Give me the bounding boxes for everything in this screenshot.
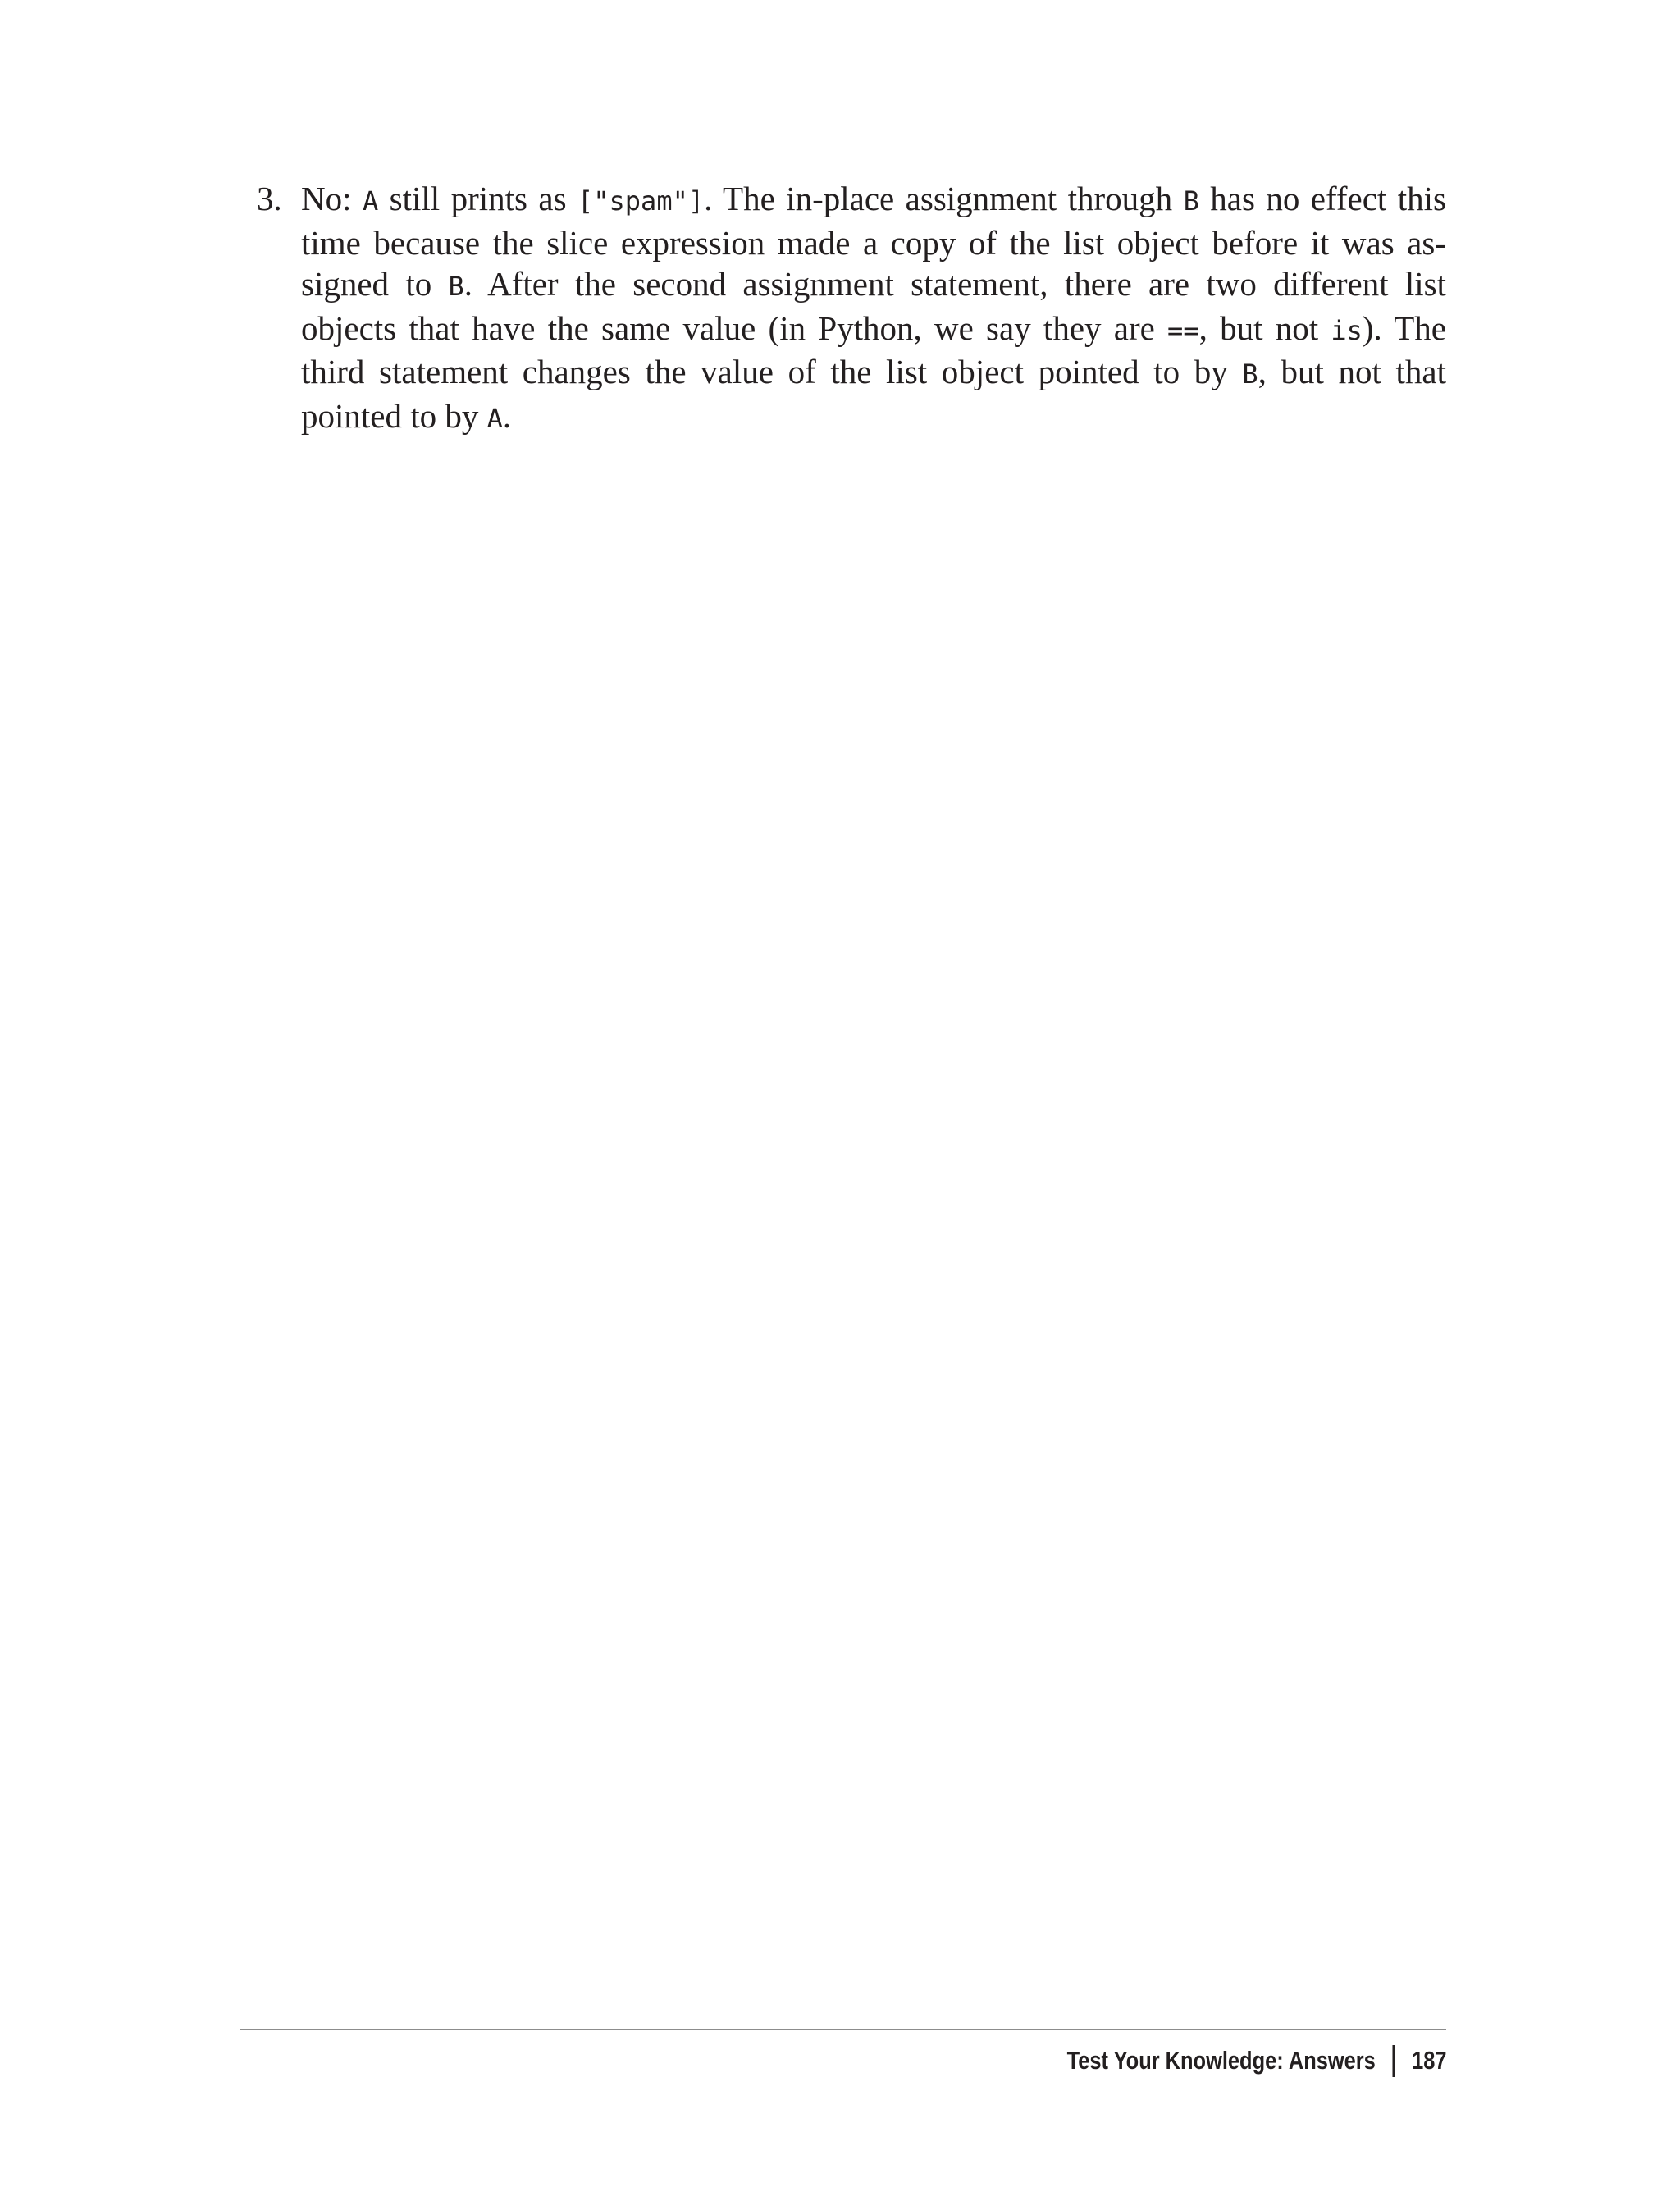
code-b: B	[1183, 185, 1199, 217]
answer-text-segment: has no effect this time because the slice expression made a copy of the list object before it was assigned to	[301, 180, 1446, 303]
answer-text	[301, 178, 1446, 439]
page-footer	[1066, 2043, 1446, 2079]
code-equality-operator: ==	[1167, 314, 1199, 346]
answer-item	[257, 178, 1446, 439]
answer-text-segment: still prints as	[378, 180, 578, 217]
answer-text-segment: No:	[301, 180, 363, 217]
answer-text-segment: , but not	[1198, 308, 1331, 347]
answer-text-segment: .	[502, 396, 512, 435]
code-is-operator: is	[1331, 314, 1363, 346]
answer-number: 3.	[257, 180, 282, 217]
answer-text-segment: . The in-place assignment through	[704, 180, 1184, 217]
answer-text-segment: ). The third statement changes the value of the list object pointed to by	[301, 308, 1446, 390]
footer-section-title: Test Your Knowledge: Answers	[1066, 2046, 1376, 2075]
code-spam-list: ["spam"]	[577, 185, 705, 217]
answer-text-segment: , but not that pointed to by	[301, 353, 1446, 435]
code-a: A	[486, 402, 503, 434]
footer-separator	[1392, 2045, 1395, 2077]
code-b: B	[448, 271, 464, 302]
code-a: A	[362, 185, 379, 217]
answer-text-segment: . After the second assignment statement, there are two different list objects that have the same value (in Python, we say they are	[301, 265, 1447, 347]
code-b: B	[1242, 358, 1258, 390]
footer-divider	[240, 2029, 1446, 2030]
page-number: 187	[1411, 2046, 1446, 2075]
